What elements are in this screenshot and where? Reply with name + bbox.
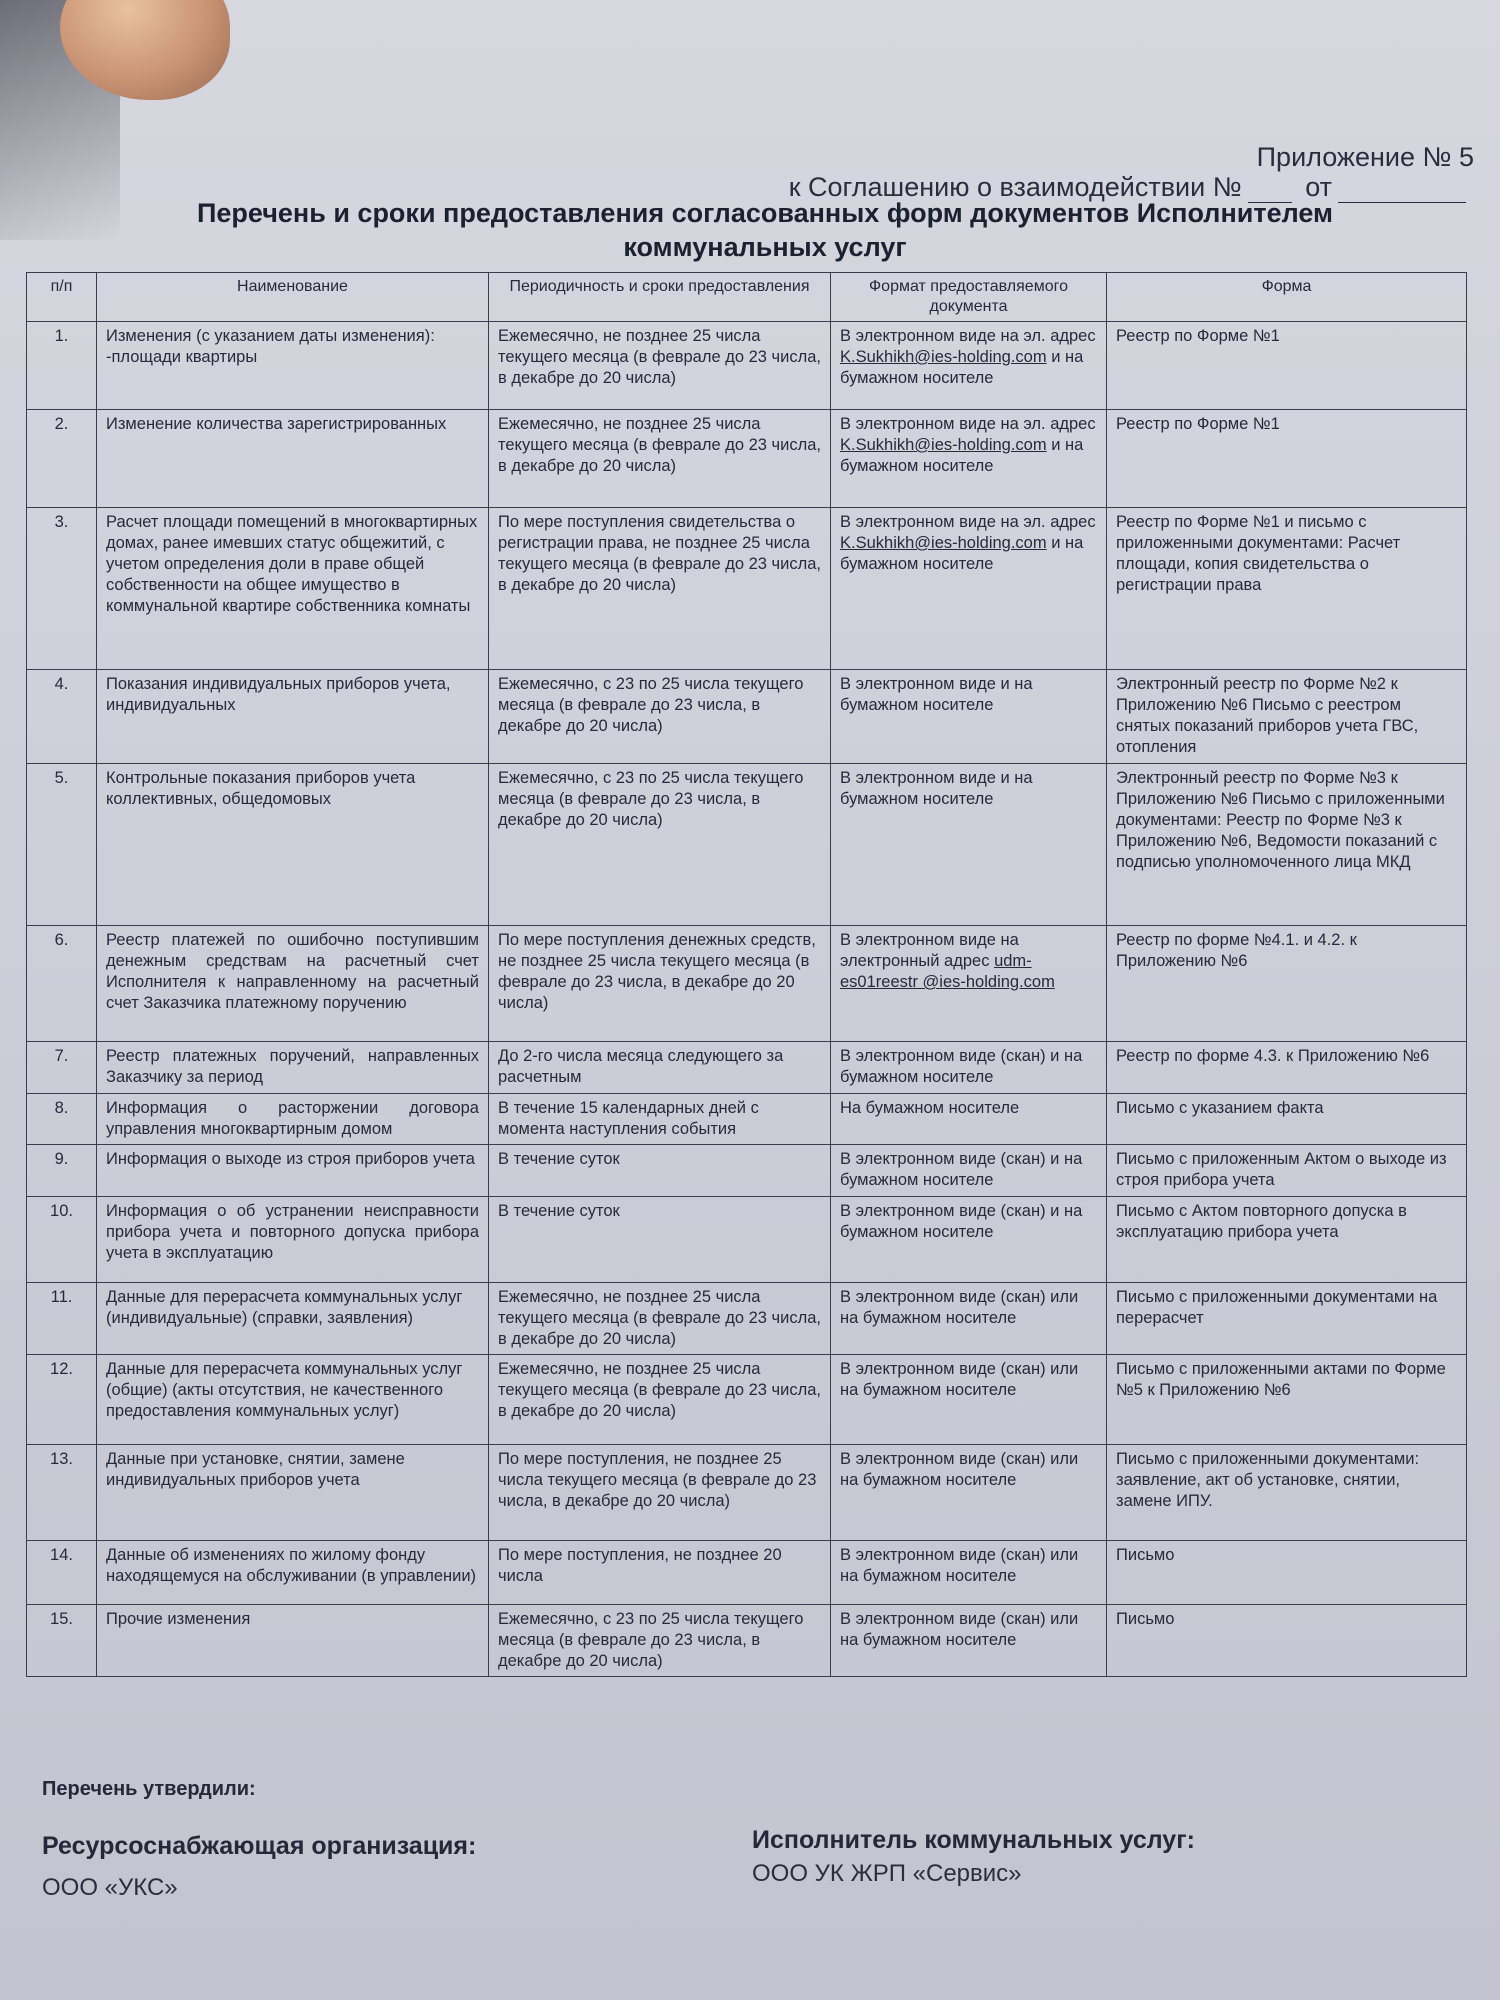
row-period: До 2-го числа месяца следующего за расчетным bbox=[489, 1042, 831, 1094]
row-form: Реестр по форме 4.3. к Приложению №6 bbox=[1107, 1042, 1467, 1094]
header-num: п/п bbox=[27, 273, 97, 322]
table-row bbox=[27, 1042, 1467, 1094]
row-name: Изменение количества зарегистрированных bbox=[97, 410, 489, 508]
row-period: По мере поступления, не позднее 25 числа текущего месяца (в феврале до 23 числа, в декабре до 20 числа) bbox=[489, 1445, 831, 1541]
table-row bbox=[27, 926, 1467, 1042]
row-number: 2. bbox=[27, 410, 97, 508]
row-number: 8. bbox=[27, 1094, 97, 1145]
row-form: Письмо bbox=[1107, 1541, 1467, 1605]
row-form: Электронный реестр по Форме №3 к Приложению №6 Письмо с приложенными документами: Реестр по Форме №3 к Приложению №6, Ведомости показаний с подписью уполномоченного лица МКД bbox=[1107, 764, 1467, 926]
row-name: Прочие изменения bbox=[97, 1605, 489, 1677]
table-row bbox=[27, 1355, 1467, 1445]
row-format bbox=[831, 322, 1107, 410]
row-period: В течение 15 календарных дней с момента наступления события bbox=[489, 1094, 831, 1145]
row-name: Изменения (с указанием даты изменения): -площади квартиры bbox=[97, 322, 489, 410]
format-text: В электронном виде (скан) или на бумажном носителе bbox=[840, 1360, 1079, 1399]
row-number: 7. bbox=[27, 1042, 97, 1094]
row-name: Реестр платежей по ошибочно поступившим денежным средствам на расчетный счет Исполнителя к направленному на расчетный счет Заказчика платежному поручению bbox=[97, 926, 489, 1042]
email-link[interactable]: udm-es01reestr @ies-holding.com bbox=[840, 952, 1055, 991]
executor-heading: Исполнитель коммунальных услуг: bbox=[752, 1826, 1195, 1854]
row-form: Письмо bbox=[1107, 1605, 1467, 1677]
approved-label: Перечень утвердили: bbox=[42, 1778, 256, 1800]
format-text-suffix: и на бумажном носителе bbox=[840, 436, 1084, 475]
format-text: В электронном виде (скан) или на бумажном носителе bbox=[840, 1546, 1079, 1585]
table-row bbox=[27, 322, 1467, 410]
row-form: Реестр по Форме №1 bbox=[1107, 322, 1467, 410]
title-line-2: коммунальных услуг bbox=[623, 232, 907, 262]
resource-org-name: ООО «УКС» bbox=[42, 1874, 178, 1901]
header-name: Наименование bbox=[97, 273, 489, 322]
document-title bbox=[100, 196, 1430, 264]
row-format bbox=[831, 926, 1107, 1042]
row-period: Ежемесячно, не позднее 25 числа текущего месяца (в феврале до 23 числа, в декабре до 20 числа) bbox=[489, 410, 831, 508]
email-link[interactable]: K.Sukhikh@ies-holding.com bbox=[840, 534, 1047, 552]
format-text: В электронном виде (скан) или на бумажном носителе bbox=[840, 1610, 1079, 1649]
row-form: Письмо с указанием факта bbox=[1107, 1094, 1467, 1145]
format-text: В электронном виде на эл. адрес bbox=[840, 327, 1096, 345]
row-form: Письмо с Актом повторного допуска в эксплуатацию прибора учета bbox=[1107, 1197, 1467, 1283]
row-period: Ежемесячно, с 23 по 25 числа текущего месяца (в феврале до 23 числа, в декабре до 20 числа) bbox=[489, 670, 831, 764]
format-text: В электронном виде (скан) и на бумажном носителе bbox=[840, 1202, 1083, 1241]
format-text: На бумажном носителе bbox=[840, 1099, 1020, 1117]
email-link[interactable]: K.Sukhikh@ies-holding.com bbox=[840, 436, 1047, 454]
row-name: Показания индивидуальных приборов учета, индивидуальных bbox=[97, 670, 489, 764]
appendix-number: Приложение № 5 bbox=[1256, 142, 1474, 172]
row-number: 15. bbox=[27, 1605, 97, 1677]
row-name: Информация о выходе из строя приборов учета bbox=[97, 1145, 489, 1197]
row-form: Реестр по форме №4.1. и 4.2. к Приложению №6 bbox=[1107, 926, 1467, 1042]
row-name: Реестр платежных поручений, направленных Заказчику за период bbox=[97, 1042, 489, 1094]
row-format bbox=[831, 1094, 1107, 1145]
row-number: 4. bbox=[27, 670, 97, 764]
header-format: Формат предоставляемого документа bbox=[831, 273, 1107, 322]
table-row bbox=[27, 670, 1467, 764]
format-text: В электронном виде и на бумажном носителе bbox=[840, 769, 1033, 808]
table-row bbox=[27, 1283, 1467, 1355]
row-format bbox=[831, 1541, 1107, 1605]
row-format bbox=[831, 1197, 1107, 1283]
title-line-1: Перечень и сроки предоставления согласованных форм документов Исполнителем bbox=[196, 198, 1334, 228]
row-name: Контрольные показания приборов учета коллективных, общедомовых bbox=[97, 764, 489, 926]
row-form: Реестр по Форме №1 bbox=[1107, 410, 1467, 508]
email-link[interactable]: K.Sukhikh@ies-holding.com bbox=[840, 348, 1047, 366]
table-row bbox=[27, 1605, 1467, 1677]
documents-table bbox=[26, 272, 1467, 1677]
row-number: 5. bbox=[27, 764, 97, 926]
format-text: В электронном виде и на бумажном носителе bbox=[840, 675, 1033, 714]
row-format bbox=[831, 410, 1107, 508]
header-period: Периодичность и сроки предоставления bbox=[489, 273, 831, 322]
format-text: В электронном виде на эл. адрес bbox=[840, 513, 1096, 531]
row-format bbox=[831, 1355, 1107, 1445]
row-number: 1. bbox=[27, 322, 97, 410]
executor-name: ООО УК ЖРП «Сервис» bbox=[752, 1860, 1022, 1887]
table-body bbox=[27, 322, 1467, 1677]
row-period: В течение суток bbox=[489, 1197, 831, 1283]
row-name: Данные об изменениях по жилому фонду находящемуся на обслуживании (в управлении) bbox=[97, 1541, 489, 1605]
row-format bbox=[831, 670, 1107, 764]
row-form: Письмо с приложенными документами на перерасчет bbox=[1107, 1283, 1467, 1355]
row-form: Письмо с приложенными актами по Форме №5 к Приложению №6 bbox=[1107, 1355, 1467, 1445]
row-period: По мере поступления свидетельства о регистрации права, не позднее 25 числа текущего месяца (в феврале до 23 числа, в декабре до 20 числа) bbox=[489, 508, 831, 670]
row-period: Ежемесячно, не позднее 25 числа текущего месяца (в феврале до 23 числа, в декабре до 20 числа) bbox=[489, 1283, 831, 1355]
row-number: 12. bbox=[27, 1355, 97, 1445]
row-format bbox=[831, 1042, 1107, 1094]
row-number: 13. bbox=[27, 1445, 97, 1541]
row-format bbox=[831, 1605, 1107, 1677]
row-number: 3. bbox=[27, 508, 97, 670]
agreement-prefix: к Соглашению о взаимодействии № bbox=[788, 172, 1242, 202]
row-name: Данные для перерасчета коммунальных услуг (индивидуальные) (справки, заявления) bbox=[97, 1283, 489, 1355]
row-number: 6. bbox=[27, 926, 97, 1042]
format-text: В электронном виде (скан) и на бумажном носителе bbox=[840, 1150, 1083, 1189]
row-number: 9. bbox=[27, 1145, 97, 1197]
row-period: Ежемесячно, не позднее 25 числа текущего месяца (в феврале до 23 числа, в декабре до 20 числа) bbox=[489, 322, 831, 410]
format-text-suffix: и на бумажном носителе bbox=[840, 348, 1084, 387]
row-form: Письмо с приложенным Актом о выходе из строя прибора учета bbox=[1107, 1145, 1467, 1197]
row-name: Расчет площади помещений в многоквартирных домах, ранее имевших статус общежитий, с учетом определения доли в праве общей собственности на общее имущество в коммунальной квартире собственника комнаты bbox=[97, 508, 489, 670]
row-format bbox=[831, 508, 1107, 670]
format-text: В электронном виде на электронный адрес bbox=[840, 931, 1019, 970]
row-format bbox=[831, 1283, 1107, 1355]
table-row bbox=[27, 1445, 1467, 1541]
agreement-from-label: от bbox=[1305, 172, 1332, 202]
table-row bbox=[27, 1094, 1467, 1145]
table-row bbox=[27, 410, 1467, 508]
row-format bbox=[831, 1145, 1107, 1197]
row-period: В течение суток bbox=[489, 1145, 831, 1197]
row-name: Данные для перерасчета коммунальных услуг (общие) (акты отсутствия, не качественного предоставления коммунальных услуг) bbox=[97, 1355, 489, 1445]
format-text: В электронном виде (скан) и на бумажном носителе bbox=[840, 1047, 1083, 1086]
row-number: 14. bbox=[27, 1541, 97, 1605]
row-name: Информация о об устранении неисправности прибора учета и повторного допуска прибора учета в эксплуатацию bbox=[97, 1197, 489, 1283]
row-name: Информация о расторжении договора управления многоквартирным домом bbox=[97, 1094, 489, 1145]
table-row bbox=[27, 764, 1467, 926]
format-text: В электронном виде на эл. адрес bbox=[840, 415, 1096, 433]
row-format bbox=[831, 764, 1107, 926]
row-period: Ежемесячно, не позднее 25 числа текущего месяца (в феврале до 23 числа, в декабре до 20 числа) bbox=[489, 1355, 831, 1445]
row-name: Данные при установке, снятии, замене индивидуальных приборов учета bbox=[97, 1445, 489, 1541]
table-row bbox=[27, 1541, 1467, 1605]
header-form: Форма bbox=[1107, 273, 1467, 322]
row-form: Реестр по Форме №1 и письмо с приложенными документами: Расчет площади, копия свидетельства о регистрации права bbox=[1107, 508, 1467, 670]
row-number: 11. bbox=[27, 1283, 97, 1355]
format-text-suffix: и на бумажном носителе bbox=[840, 534, 1084, 573]
row-form: Письмо с приложенными документами: заявление, акт об установке, снятии, замене ИПУ. bbox=[1107, 1445, 1467, 1541]
row-period: Ежемесячно, с 23 по 25 числа текущего месяца (в феврале до 23 числа, в декабре до 20 числа) bbox=[489, 764, 831, 926]
row-format bbox=[831, 1445, 1107, 1541]
table-header-row bbox=[27, 273, 1467, 322]
row-period: По мере поступления, не позднее 20 числа bbox=[489, 1541, 831, 1605]
row-form: Электронный реестр по Форме №2 к Приложению №6 Письмо с реестром снятых показаний приборов учета ГВС, отопления bbox=[1107, 670, 1467, 764]
resource-org-heading: Ресурсоснабжающая организация: bbox=[42, 1832, 477, 1860]
row-number: 10. bbox=[27, 1197, 97, 1283]
table-row bbox=[27, 1197, 1467, 1283]
row-period: Ежемесячно, с 23 по 25 числа текущего месяца (в феврале до 23 числа, в декабре до 20 числа) bbox=[489, 1605, 831, 1677]
format-text: В электронном виде (скан) или на бумажном носителе bbox=[840, 1450, 1079, 1489]
row-period: По мере поступления денежных средств, не позднее 25 числа текущего месяца (в феврале до 23 числа, в декабре до 20 числа) bbox=[489, 926, 831, 1042]
table-row bbox=[27, 508, 1467, 670]
table-row bbox=[27, 1145, 1467, 1197]
format-text: В электронном виде (скан) или на бумажном носителе bbox=[840, 1288, 1079, 1327]
